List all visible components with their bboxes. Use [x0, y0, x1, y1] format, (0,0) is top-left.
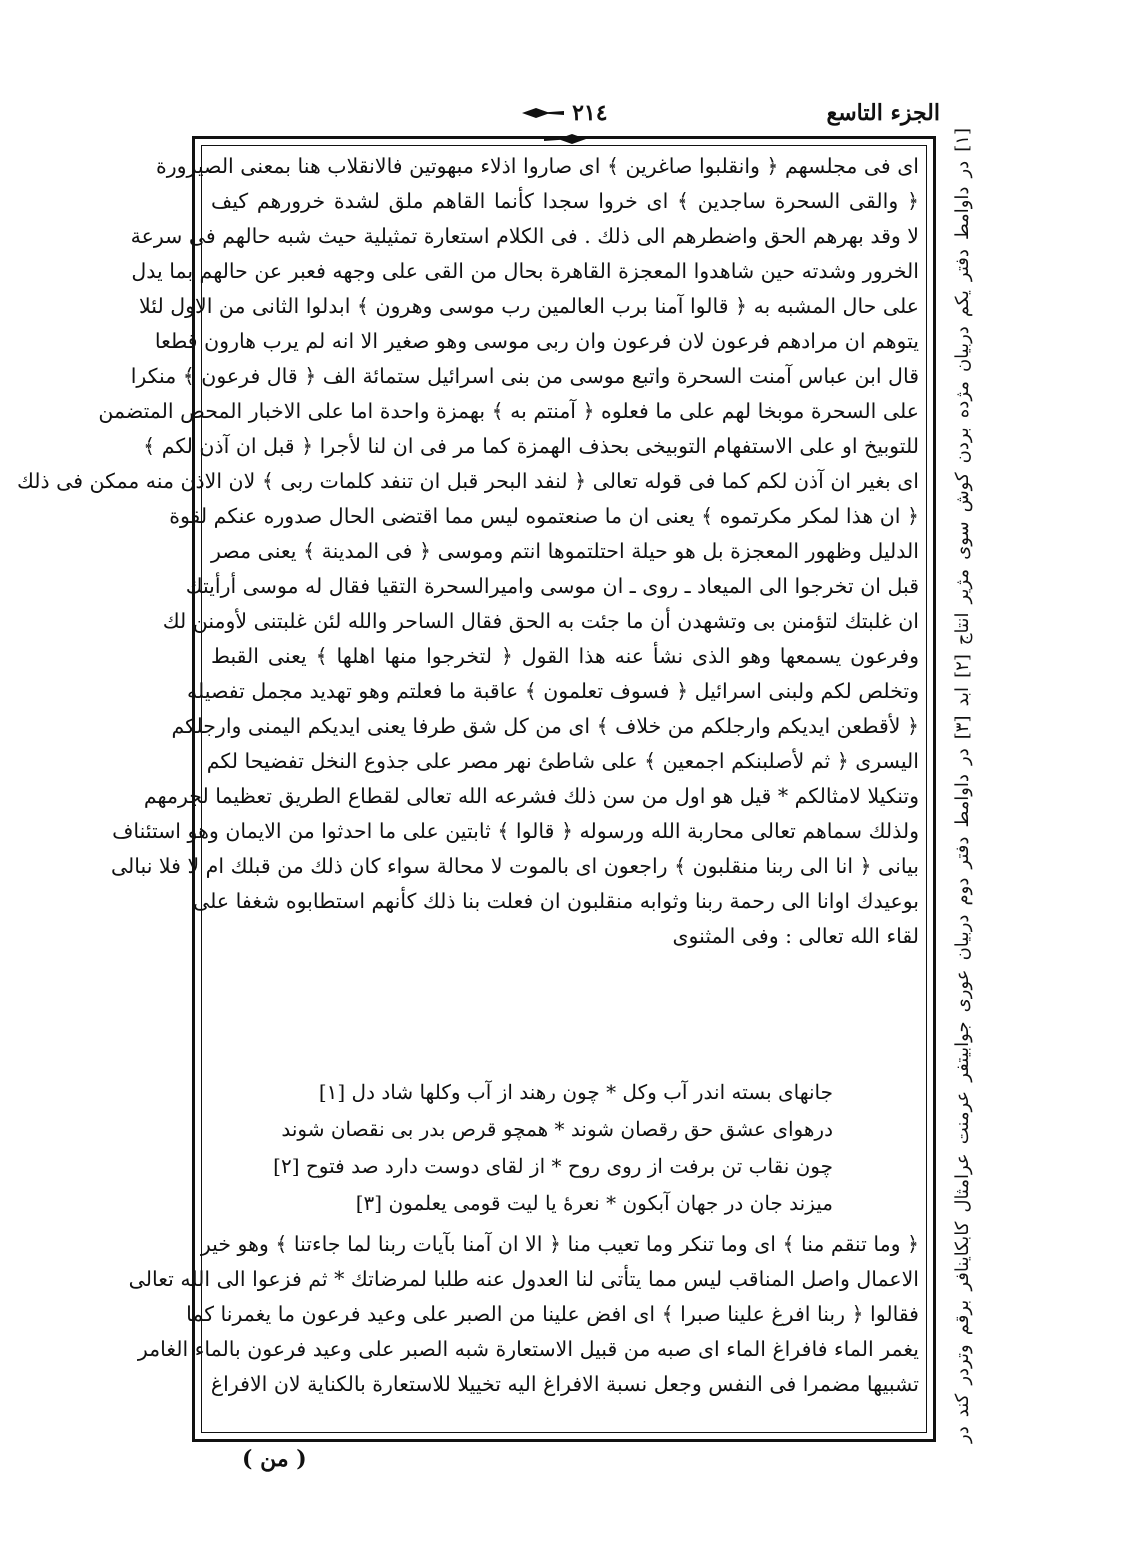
text-line: قال ابن عباس آمنت السحرة واتبع موسى من بنى اسرائيل ستمائة الف ﴿ قال فرعون ﴾ منكرا: [130, 364, 919, 388]
text-line: ﴿ والقى السحرة ساجدين ﴾ اى خروا سجدا كأنما القاهم ملق لشدة خرورهم كيف: [211, 189, 919, 213]
poem-verse: چون نقاب تن برفت از روى روح * از لقاى دوست دارد صد فتوح [٢]: [273, 1154, 833, 1178]
poem-verse: ميزند جان در جهان آبكون * نعرهٔ يا ليت قومى يعلمون [٣]: [355, 1191, 833, 1215]
continuation-text-block: [128, 1227, 919, 1402]
text-line: اى بغير ان آذن لكم كما فى قوله تعالى ﴿ لنفد البحر قبل ان تنفد كلمات ربى ﴾ لان الاذن منه ممكن فى ذلك: [16, 469, 919, 493]
text-line: على السحرة موبخا لهم على ما فعلوه ﴿ آمنتم به ﴾ بهمزة واحدة اما على الاخبار المحض المتضمن: [98, 399, 919, 423]
text-line: بيانى ﴿ انا الى ربنا منقلبون ﴾ راجعون اى بالموت لا محالة سواء كان ذلك من قبلك ام لا فلا نبالى: [110, 854, 919, 878]
text-line: قبل ان تخرجوا الى الميعاد ـ روى ـ ان موسى واميرالسحرة التقيا فقال له موسى أرأيتك: [185, 574, 919, 598]
text-line-last: لقاء الله تعالى : وفى المثنوى: [672, 924, 919, 948]
text-line: وتنكيلا لامثالكم * قيل هو اول من سن ذلك فشرعه الله تعالى لقطاع الطريق تعظيما لجرمهم: [143, 784, 919, 808]
text-line: ان غلبتك لتؤمنن بى وتشهدن أن ما جئت به الحق فقال الساحر والله لئن غلبتنى لأومنن لك: [162, 609, 919, 633]
text-line: ﴿ وما تنقم منا ﴾ اى وما تنكر وما تعيب منا ﴿ الا ان آمنا بآيات ربنا لما جاءتنا ﴾ وهو خير: [200, 1232, 919, 1256]
text-line: اى فى مجلسهم ﴿ وانقلبوا صاغرين ﴾ اى صاروا اذلاء مبهوتين فالانقلاب هنا بمعنى الصيرورة: [156, 154, 919, 178]
running-head: [190, 100, 940, 134]
text-line: يتوهم ان مرادهم فرعون لان فرعون وان ربى موسى وهو صغير الا انه لم يرب هارون قطعا: [154, 329, 919, 353]
text-line: وتخلص لكم ولبنى اسرائيل ﴿ فسوف تعلمون ﴾ عاقبة ما فعلتم وهو تهديد مجمل تفصيله: [187, 679, 919, 703]
text-line: الاعمال واصل المناقب ليس مما يتأتى لنا العدول عنه طلبا لمرضاتك * ثم فزعوا الى الله تعالى: [128, 1267, 919, 1291]
catchword: ( من ): [242, 1446, 307, 1472]
text-line: لا وقد بهرهم الحق واضطرهم الى ذلك . فى الكلام استعارة تمثيلية حيث شبه حالهم فى سرعة: [130, 224, 919, 248]
text-line: يغمر الماء فافراغ الماء اى صبه من قبيل الاستعارة شبه الصبر على وعيد فرعون بالماء الغامر: [137, 1337, 919, 1361]
poem-verse: درهواى عشق حق رقصان شوند * همچو قرص بدر بى نقصان شوند: [281, 1117, 833, 1141]
text-line: وفرعون يسمعها وهو الذى نشأ عنه هذا القول ﴿ لتخرجوا منها اهلها ﴾ يعنى القبط: [211, 644, 919, 668]
text-line: للتوبيخ او على الاستفهام التوبيخى بحذف الهمزة كما مر فى ان لنا لأجرا ﴿ قبل ان آذن لكم ﴾: [143, 434, 919, 458]
poem-block: [255, 1074, 903, 1222]
text-line: ﴿ لأقطعن ايديكم وارجلكم من خلاف ﴾ اى من كل شق طرفا يعنى ايديكم اليمنى وارجلكم: [171, 714, 919, 738]
page-number: ٢١٤: [572, 100, 608, 126]
text-line: على حال المشبه به ﴿ قالوا آمنا برب العالمين رب موسى وهرون ﴾ ابدلوا الثانى من الاول لئلا: [139, 294, 919, 318]
text-line: ولذلك سماهم تعالى محاربة الله ورسوله ﴿ قالوا ﴾ ثابتين على ما احدثوا من الايمان وهو استئناف: [112, 819, 919, 843]
text-line: بوعيدك اوانا الى رحمة ربنا وثوابه منقلبون ان فعلت بنا ذلك كأنهم استطابوه شغفا على: [193, 889, 919, 913]
text-line: تشبيها مضمرا فى النفس وجعل نسبة الافراغ اليه تخييلا للاستعارة بالكناية لان الافراغ: [210, 1372, 919, 1396]
text-frame: [16, 136, 936, 1442]
main-text-block: [16, 149, 919, 954]
text-line: الخرور وشدته حين شاهدوا المعجزة القاهرة بحال من القى على وجهه فعبر عن حالهم بما يدل: [131, 259, 919, 283]
margin-footnotes: [١] در داوامط دفتر يكم دربيان مژده بردن كوش سوى مژير انتاج [٢] ابد [٣] در داوامط دفتر دوم دربيان عورى جوابيتفر عرمنت عرامثال كابكاينافر برقم وتردر كند در: [952, 128, 973, 1443]
poem-verse: جانهاى بسته اندر آب وكل * چون رهند از آب وكلها شاد دل [١]: [318, 1080, 833, 1104]
left-ornament-icon: [522, 104, 564, 125]
text-line: اليسرى ﴿ ثم لأصلبنكم اجمعين ﴾ على شاطئ نهر مصر على جذوع النخل تفضيحا لكم: [206, 749, 919, 773]
part-title: الجزء التاسع: [826, 100, 940, 126]
text-line: الدليل وظهور المعجزة بل هو حيلة احتلتموها انتم وموسى ﴿ فى المدينة ﴾ يعنى مصر: [211, 539, 919, 563]
text-line: فقالوا ﴿ ربنا افرغ علينا صبرا ﴾ اى افض علينا من الصبر على وعيد فرعون ما يغمرنا كما: [186, 1302, 919, 1326]
text-line: ﴿ ان هذا لمكر مكرتموه ﴾ يعنى ان ما صنعتموه ليس مما اقتضى الحال صدوره عنكم لقوة: [169, 504, 919, 528]
